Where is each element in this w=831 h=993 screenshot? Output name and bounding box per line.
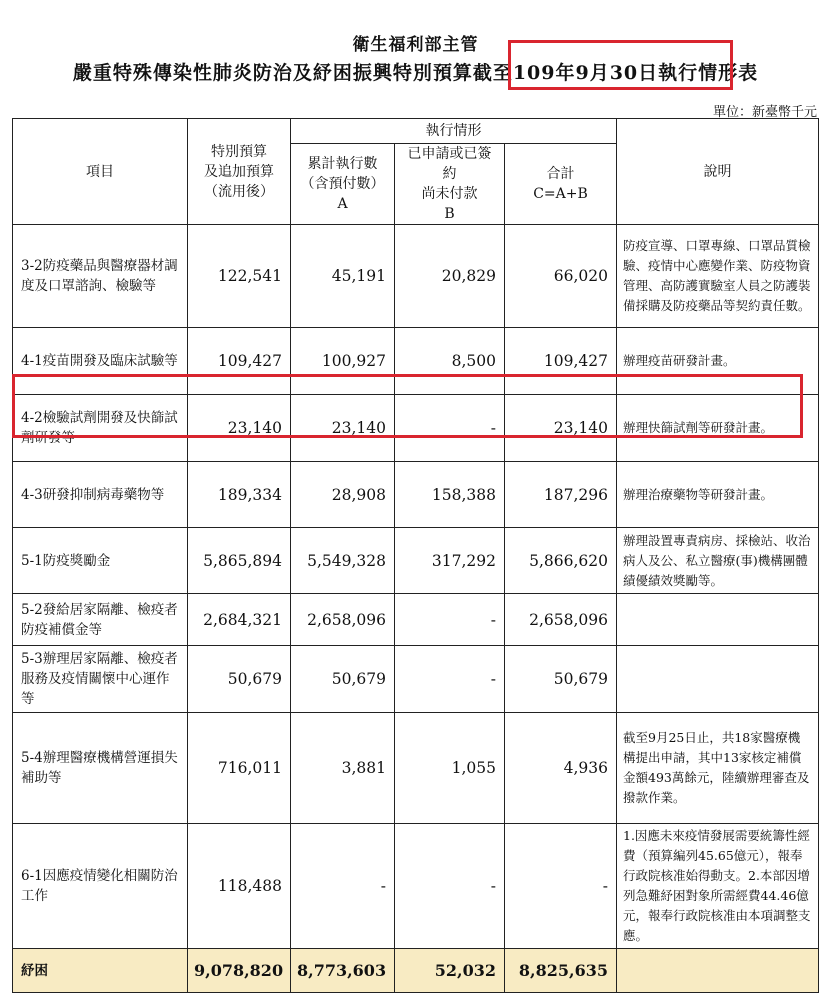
row-b: 20,829 bbox=[395, 225, 505, 328]
table-row bbox=[13, 528, 819, 594]
row-c: 5,866,620 bbox=[505, 528, 617, 594]
table-row bbox=[13, 646, 819, 713]
row-budget: 189,334 bbox=[188, 462, 291, 528]
header-col-total-line: 合計 bbox=[546, 166, 575, 182]
row-b: 317,292 bbox=[395, 528, 505, 594]
row-c: 2,658,096 bbox=[505, 594, 617, 646]
row-note bbox=[617, 594, 819, 646]
row-item: 5-2發給居家隔離、檢疫者防疫補償金等 bbox=[13, 594, 188, 646]
header-budget-line: 及追加預算 bbox=[204, 163, 274, 180]
total-item: 紓困 bbox=[13, 949, 188, 993]
total-c: 8,825,635 bbox=[505, 949, 617, 993]
total-b: 52,032 bbox=[395, 949, 505, 993]
row-item: 5-3辦理居家隔離、檢疫者服務及疫情關懷中心運作等 bbox=[13, 646, 188, 713]
header-execution-group: 執行情形 bbox=[291, 119, 617, 144]
row-budget: 50,679 bbox=[188, 646, 291, 713]
row-a: 28,908 bbox=[291, 462, 395, 528]
row-c: 23,140 bbox=[505, 395, 617, 462]
table-row bbox=[13, 594, 819, 646]
header-col-a-line: 累計執行數 bbox=[307, 156, 378, 172]
table-row bbox=[13, 225, 819, 328]
row-note: 辦理治療藥物等研發計畫。 bbox=[617, 462, 819, 528]
row-item: 5-4辦理醫療機構營運損失補助等 bbox=[13, 713, 188, 824]
header-item: 項目 bbox=[13, 119, 188, 225]
row-item: 4-3研發抑制病毒藥物等 bbox=[13, 462, 188, 528]
row-b: 1,055 bbox=[395, 713, 505, 824]
row-a: - bbox=[291, 824, 395, 949]
row-budget: 2,684,321 bbox=[188, 594, 291, 646]
row-item: 6-1因應疫情變化相關防治工作 bbox=[13, 824, 188, 949]
table-row bbox=[13, 713, 819, 824]
row-budget: 109,427 bbox=[188, 328, 291, 395]
total-note bbox=[617, 949, 819, 993]
header-col-b-line: 尚未付款 bbox=[421, 186, 478, 202]
row-item: 4-1疫苗開發及臨床試驗等 bbox=[13, 328, 188, 395]
header-col-b-line: B bbox=[444, 206, 455, 222]
unit-label: 單位：新臺幣千元 bbox=[712, 105, 817, 120]
total-a: 8,773,603 bbox=[291, 949, 395, 993]
row-a: 3,881 bbox=[291, 713, 395, 824]
row-item: 3-2防疫藥品與醫療器材調度及口罩諮詢、檢驗等 bbox=[13, 225, 188, 328]
row-item: 4-2檢驗試劑開發及快篩試劑研發等 bbox=[13, 395, 188, 462]
row-note: 辦理快篩試劑等研發計畫。 bbox=[617, 395, 819, 462]
row-highlight-box bbox=[12, 374, 803, 438]
row-a: 23,140 bbox=[291, 395, 395, 462]
row-b: - bbox=[395, 824, 505, 949]
row-budget: 5,865,894 bbox=[188, 528, 291, 594]
row-b: - bbox=[395, 395, 505, 462]
report-title: 嚴重特殊傳染性肺炎防治及紓困振興特別預算截至109年9月30日執行情形表 bbox=[72, 62, 759, 84]
row-c: - bbox=[505, 824, 617, 949]
header-col-a-line: A bbox=[337, 196, 348, 212]
row-note: 截至9月25日止，共18家醫療機構提出申請，其中13家核定補償金額493萬餘元，陸續辦理審查及撥款作業。 bbox=[617, 713, 819, 824]
header-budget-line: （流用後） bbox=[204, 183, 274, 200]
row-budget: 23,140 bbox=[188, 395, 291, 462]
row-note: 辦理疫苗研發計畫。 bbox=[617, 328, 819, 395]
header-budget-line: 特別預算 bbox=[211, 143, 267, 160]
header-col-total bbox=[505, 144, 617, 225]
header-col-a bbox=[291, 144, 395, 225]
row-a: 50,679 bbox=[291, 646, 395, 713]
row-note bbox=[617, 646, 819, 713]
row-budget: 122,541 bbox=[188, 225, 291, 328]
header-col-a-line: （含預付數） bbox=[300, 176, 385, 192]
report-ministry-title: 衛生福利部主管 bbox=[352, 35, 479, 55]
date-highlight-box bbox=[508, 40, 733, 90]
table-row bbox=[13, 824, 819, 949]
header-col-total-line: C=A+B bbox=[533, 186, 588, 202]
row-item: 5-1防疫獎勵金 bbox=[13, 528, 188, 594]
row-note: 1.因應未來疫情發展需要統籌性經費（預算編列45.65億元），報奉行政院核准始得動支。2.本部因增列急難紓困對象所需經費44.46億元，報奉行政院核准由本項調整支應。 bbox=[617, 824, 819, 949]
header-row-top bbox=[13, 119, 819, 144]
row-budget: 118,488 bbox=[188, 824, 291, 949]
row-note: 辦理設置專責病房、採檢站、收治病人及公、私立醫療(事)機構團體績優績效獎勵等。 bbox=[617, 528, 819, 594]
row-b: - bbox=[395, 594, 505, 646]
row-note: 防疫宣導、口罩專線、口罩品質檢驗、疫情中心應變作業、防疫物資管理、高防護實驗室人員之防護裝備採購及防疫藥品等契約責任數。 bbox=[617, 225, 819, 328]
header-col-b bbox=[395, 144, 505, 225]
row-a: 45,191 bbox=[291, 225, 395, 328]
row-b: 8,500 bbox=[395, 328, 505, 395]
header-note: 說明 bbox=[617, 119, 819, 225]
row-c: 50,679 bbox=[505, 646, 617, 713]
header-col-b-line: 已申請或已簽約 bbox=[407, 146, 492, 182]
row-b: - bbox=[395, 646, 505, 713]
table-row bbox=[13, 462, 819, 528]
row-c: 187,296 bbox=[505, 462, 617, 528]
row-b: 158,388 bbox=[395, 462, 505, 528]
row-a: 5,549,328 bbox=[291, 528, 395, 594]
budget-execution-table bbox=[12, 118, 819, 993]
row-budget: 716,011 bbox=[188, 713, 291, 824]
row-c: 109,427 bbox=[505, 328, 617, 395]
total-budget: 9,078,820 bbox=[188, 949, 291, 993]
row-a: 100,927 bbox=[291, 328, 395, 395]
header-budget bbox=[188, 119, 291, 225]
row-c: 4,936 bbox=[505, 713, 617, 824]
row-c: 66,020 bbox=[505, 225, 617, 328]
row-a: 2,658,096 bbox=[291, 594, 395, 646]
table-total-row bbox=[13, 949, 819, 993]
